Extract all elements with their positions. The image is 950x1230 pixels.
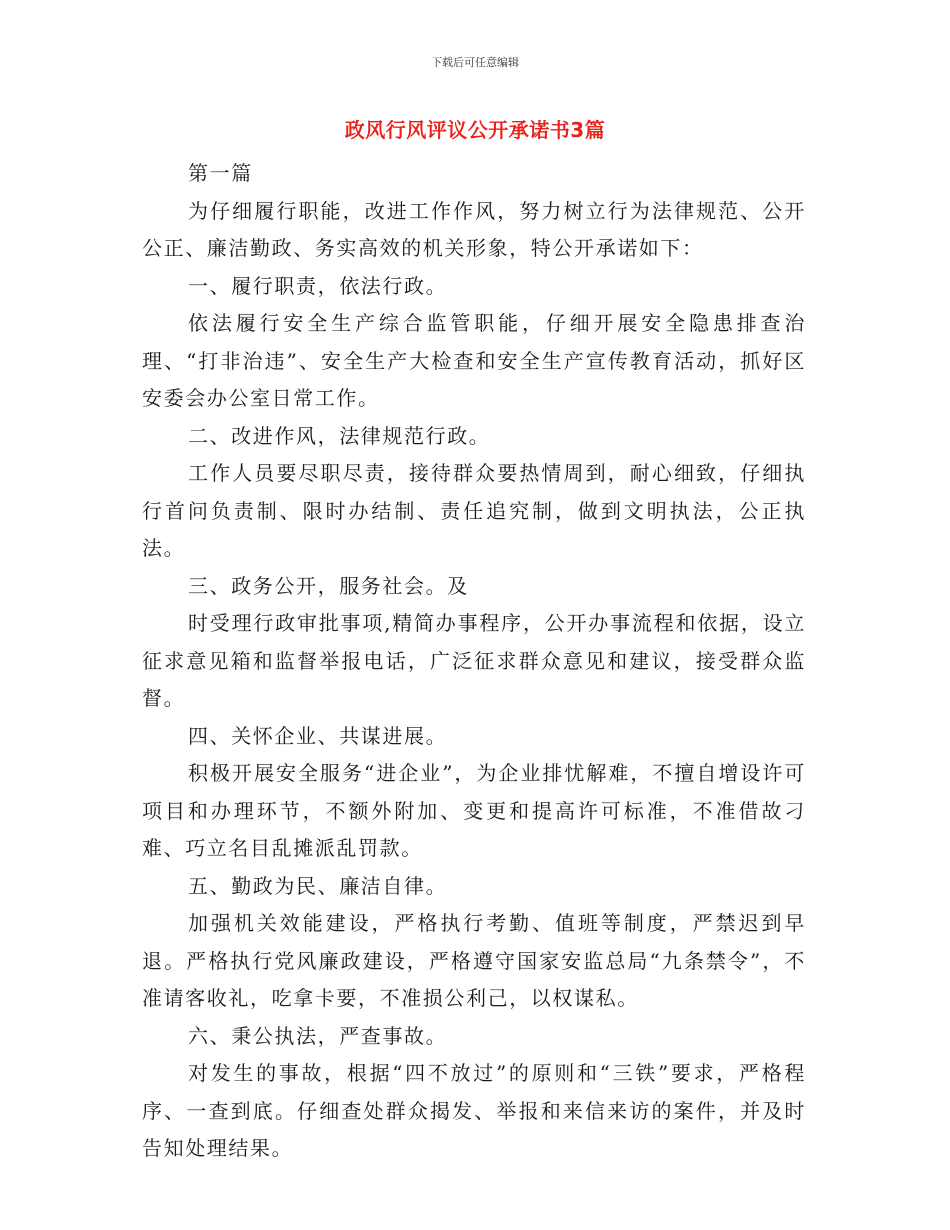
section-paragraph-4: 积极开展安全服务“进企业”，为企业排忧解难，不擅自增设许可项目和办理环节，不额外附加、变更和提高许可标准，不准借故刁难、巧立名目乱摊派乱罚款。 — [142, 761, 806, 860]
section-paragraph-5: 加强机关效能建设，严格执行考勤、值班等制度，严禁迟到早退。严格执行党风廉政建设，严格遵守国家安监总局“九条禁令”，不准请客收礼，吃拿卡要，不准损公利己，以权谋私。 — [142, 911, 806, 1010]
section-paragraph-1: 依法履行安全生产综合监管职能，仔细开展安全隐患排查治理、“打非治违”、安全生产大检查和安全生产宣传教育活动，抓好区安委会办公室日常工作。 — [142, 311, 806, 410]
section-heading-2: 二、改进作风，法律规范行政。 — [188, 423, 491, 448]
intro-paragraph: 为仔细履行职能，改进工作作风，努力树立行为法律规范、公开公正、廉洁勤政、务实高效的机关形象，特公开承诺如下： — [142, 198, 806, 260]
section-paragraph-6: 对发生的事故，根据“四不放过”的原则和“三铁”要求，严格程序、一查到底。仔细查处群众揭发、举报和来信来访的案件，并及时告知处理结果。 — [142, 1061, 806, 1160]
section-heading-4: 四、关怀企业、共谋进展。 — [188, 723, 448, 748]
section-paragraph-2: 工作人员要尽职尽责，接待群众要热情周到，耐心细致，仔细执行首问负责制、限时办结制、责任追究制，做到文明执法，公正执法。 — [142, 461, 806, 560]
section-heading-6: 六、秉公执法，严查事故。 — [188, 1023, 448, 1048]
section-paragraph-3: 时受理行政审批事项,精简办事程序，公开办事流程和依据，设立征求意见箱和监督举报电话，广泛征求群众意见和建议，接受群众监督。 — [142, 611, 806, 710]
document-title: 政风行风评议公开承诺书3篇 — [344, 118, 606, 142]
header-note: 下载后可任意编辑 — [431, 56, 519, 69]
section-heading-3: 三、政务公开，服务社会。及 — [188, 573, 469, 598]
section-heading-1: 一、履行职责，依法行政。 — [188, 273, 448, 298]
section-heading-5: 五、勤政为民、廉洁自律。 — [188, 873, 448, 898]
document-body — [142, 155, 806, 1168]
section-heading-part-one: 第一篇 — [188, 161, 253, 185]
